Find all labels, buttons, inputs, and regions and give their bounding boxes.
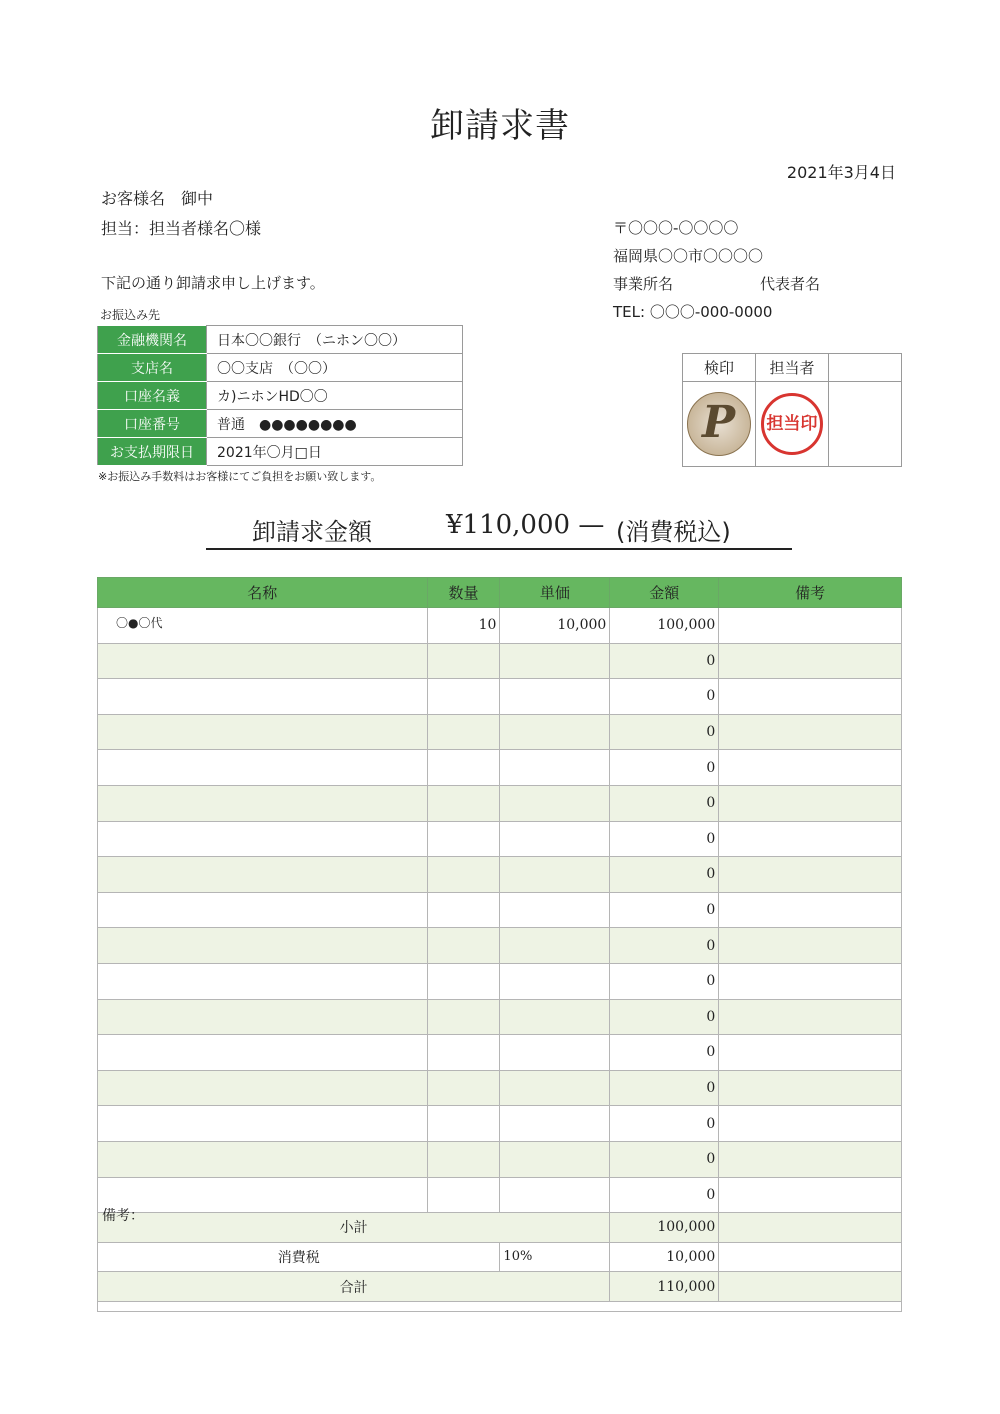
stamp-header-tanto: 担当者 xyxy=(756,354,829,382)
item-price-cell[interactable] xyxy=(500,1035,610,1071)
item-name-cell[interactable] xyxy=(98,714,428,750)
item-note-cell[interactable] xyxy=(719,857,902,893)
item-note-cell[interactable] xyxy=(719,714,902,750)
item-name-cell[interactable] xyxy=(98,1106,428,1142)
stamp-cell-blank xyxy=(829,382,902,467)
table-row xyxy=(98,608,902,644)
bank-row-value: 普通 ●●●●●●●● xyxy=(207,410,463,438)
col-header-name: 名称 xyxy=(98,578,428,608)
item-amount-cell[interactable]: 0 xyxy=(610,750,719,786)
item-note-cell[interactable] xyxy=(719,1106,902,1142)
stamp-cell-tanto xyxy=(756,382,829,467)
bank-row-label: 支店名 xyxy=(98,354,207,382)
table-row xyxy=(98,1106,902,1142)
item-amount-cell[interactable]: 0 xyxy=(610,928,719,964)
bank-row-label: お支払期限日 xyxy=(98,438,207,466)
item-note-cell[interactable] xyxy=(719,608,902,644)
table-row xyxy=(98,999,902,1035)
table-row xyxy=(98,857,902,893)
item-name-cell[interactable] xyxy=(98,1035,428,1071)
bank-row xyxy=(98,354,463,382)
bank-row-value: 2021年〇月□日 xyxy=(207,438,463,466)
tax-rate: 10% xyxy=(500,1242,610,1272)
item-name-cell[interactable] xyxy=(98,785,428,821)
sender-address: 福岡県〇〇市〇〇〇〇 xyxy=(613,247,764,265)
item-note-cell[interactable] xyxy=(719,1035,902,1071)
sender-postal: 〒〇〇〇-〇〇〇〇 xyxy=(613,219,739,237)
bank-row-label: 口座番号 xyxy=(98,410,207,438)
item-name-cell[interactable] xyxy=(98,643,428,679)
item-amount-cell[interactable]: 0 xyxy=(610,857,719,893)
item-note-cell[interactable] xyxy=(719,1141,902,1177)
total-value: 110,000 xyxy=(610,1272,719,1302)
item-price-cell[interactable] xyxy=(500,857,610,893)
item-qty-cell[interactable] xyxy=(427,857,500,893)
amount-label: 卸請求金額 xyxy=(252,518,372,546)
items-table xyxy=(97,577,902,1302)
item-qty-cell[interactable] xyxy=(427,1106,500,1142)
item-amount-cell[interactable]: 0 xyxy=(610,643,719,679)
table-row xyxy=(98,963,902,999)
item-qty-cell[interactable] xyxy=(427,714,500,750)
item-price-cell[interactable] xyxy=(500,1106,610,1142)
bank-row xyxy=(98,410,463,438)
item-name-cell[interactable] xyxy=(98,1070,428,1106)
sample-seal-icon: P xyxy=(687,392,751,456)
item-amount-cell[interactable]: 0 xyxy=(610,963,719,999)
bank-fee-note: ※お振込み手数料はお客様にてご負担をお願い致します。 xyxy=(98,470,382,483)
item-note-cell[interactable] xyxy=(719,1070,902,1106)
item-price-cell[interactable] xyxy=(500,892,610,928)
col-header-qty: 数量 xyxy=(427,578,500,608)
item-qty-cell[interactable] xyxy=(427,928,500,964)
sender-representative: 代表者名 xyxy=(760,275,821,293)
sender-tel: TEL: 〇〇〇-000-0000 xyxy=(613,303,773,321)
stamp-table xyxy=(682,353,902,467)
item-price-cell[interactable] xyxy=(500,714,610,750)
col-header-price: 単価 xyxy=(500,578,610,608)
amount-value: ¥110,000 — xyxy=(446,510,605,540)
bank-row-value: 日本〇〇銀行 （ニホン〇〇） xyxy=(207,326,463,354)
item-qty-cell[interactable]: 10 xyxy=(427,608,500,644)
stamp-header-kenin: 検印 xyxy=(683,354,756,382)
item-price-cell[interactable] xyxy=(500,1141,610,1177)
item-note-cell[interactable] xyxy=(719,750,902,786)
item-amount-cell[interactable]: 0 xyxy=(610,679,719,715)
item-qty-cell[interactable] xyxy=(427,643,500,679)
item-price-cell[interactable] xyxy=(500,785,610,821)
table-row xyxy=(98,643,902,679)
bank-row xyxy=(98,438,463,466)
item-amount-cell[interactable]: 0 xyxy=(610,1035,719,1071)
table-row xyxy=(98,714,902,750)
table-row xyxy=(98,785,902,821)
item-name-cell[interactable] xyxy=(98,857,428,893)
item-name-cell[interactable] xyxy=(98,928,428,964)
table-row xyxy=(98,1141,902,1177)
item-name-cell[interactable] xyxy=(98,1141,428,1177)
item-qty-cell[interactable] xyxy=(427,1035,500,1071)
item-note-cell[interactable] xyxy=(719,821,902,857)
invoice-title: 卸請求書 xyxy=(430,106,570,146)
bank-row-label: 口座名義 xyxy=(98,382,207,410)
item-name-cell[interactable]: 〇●〇代 xyxy=(98,608,428,644)
item-name-cell[interactable] xyxy=(98,821,428,857)
item-qty-cell[interactable] xyxy=(427,1070,500,1106)
item-qty-cell[interactable] xyxy=(427,1141,500,1177)
item-note-cell[interactable] xyxy=(719,999,902,1035)
item-amount-cell[interactable]: 0 xyxy=(610,785,719,821)
item-name-cell[interactable] xyxy=(98,679,428,715)
item-note-cell[interactable] xyxy=(719,785,902,821)
bank-heading: お振込み先 xyxy=(100,308,161,322)
tax-value: 10,000 xyxy=(610,1242,719,1272)
item-amount-cell[interactable]: 0 xyxy=(610,714,719,750)
table-row xyxy=(98,1035,902,1071)
item-name-cell[interactable] xyxy=(98,963,428,999)
col-header-amount: 金額 xyxy=(610,578,719,608)
table-row xyxy=(98,1070,902,1106)
item-amount-cell[interactable]: 100,000 xyxy=(610,608,719,644)
total-amount-banner xyxy=(206,508,792,550)
item-note-cell[interactable] xyxy=(719,679,902,715)
item-amount-cell[interactable]: 0 xyxy=(610,821,719,857)
item-note-cell[interactable] xyxy=(719,892,902,928)
item-qty-cell[interactable] xyxy=(427,963,500,999)
item-qty-cell[interactable] xyxy=(427,750,500,786)
item-qty-cell[interactable] xyxy=(427,821,500,857)
stamp-header-blank xyxy=(829,354,902,382)
subtotal-value: 100,000 xyxy=(610,1213,719,1243)
tanto-seal-icon: 担当印 xyxy=(761,393,823,455)
bank-row-value: カ)ニホンHD〇〇 xyxy=(207,382,463,410)
bank-row-label: 金融機関名 xyxy=(98,326,207,354)
item-price-cell[interactable] xyxy=(500,963,610,999)
item-amount-cell[interactable]: 0 xyxy=(610,892,719,928)
item-price-cell[interactable] xyxy=(500,750,610,786)
table-row xyxy=(98,928,902,964)
item-qty-cell[interactable] xyxy=(427,785,500,821)
bank-row xyxy=(98,326,463,354)
item-price-cell[interactable] xyxy=(500,643,610,679)
item-name-cell[interactable] xyxy=(98,999,428,1035)
table-row xyxy=(98,750,902,786)
item-amount-cell[interactable]: 0 xyxy=(610,1177,719,1213)
customer-name: お客様名 御中 xyxy=(101,189,214,208)
invoice-date: 2021年3月4日 xyxy=(786,163,896,182)
tax-label: 消費税 xyxy=(98,1242,500,1272)
table-row xyxy=(98,821,902,857)
item-name-cell[interactable] xyxy=(98,750,428,786)
customer-contact: 担当：担当者様名〇様 xyxy=(101,219,262,238)
item-note-cell[interactable] xyxy=(719,963,902,999)
subtotal-label: 小計 xyxy=(98,1213,610,1243)
item-name-cell[interactable] xyxy=(98,892,428,928)
bank-info-table xyxy=(97,325,463,466)
item-price-cell[interactable] xyxy=(500,821,610,857)
item-note-cell[interactable] xyxy=(719,643,902,679)
total-label: 合計 xyxy=(98,1272,610,1302)
bank-row-value: 〇〇支店 （〇〇） xyxy=(207,354,463,382)
item-amount-cell[interactable]: 0 xyxy=(610,1070,719,1106)
item-qty-cell[interactable] xyxy=(427,892,500,928)
item-price-cell[interactable] xyxy=(500,1070,610,1106)
remarks-box[interactable] xyxy=(97,1201,902,1312)
item-note-cell[interactable] xyxy=(719,928,902,964)
col-header-note: 備考 xyxy=(719,578,902,608)
table-row xyxy=(98,679,902,715)
item-amount-cell[interactable]: 0 xyxy=(610,999,719,1035)
bank-row xyxy=(98,382,463,410)
table-row xyxy=(98,892,902,928)
item-price-cell[interactable] xyxy=(500,928,610,964)
greeting-text: 下記の通り卸請求申し上げます。 xyxy=(101,274,325,292)
item-amount-cell[interactable]: 0 xyxy=(610,1106,719,1142)
remarks-label: 備考： xyxy=(102,1208,144,1224)
item-price-cell[interactable] xyxy=(500,999,610,1035)
item-qty-cell[interactable] xyxy=(427,999,500,1035)
item-amount-cell[interactable]: 0 xyxy=(610,1141,719,1177)
item-price-cell[interactable]: 10,000 xyxy=(500,608,610,644)
item-price-cell[interactable] xyxy=(500,679,610,715)
item-qty-cell[interactable] xyxy=(427,679,500,715)
sender-office: 事業所名 xyxy=(613,275,674,293)
amount-tax-note: (消費税込) xyxy=(616,518,731,546)
stamp-cell-kenin xyxy=(683,382,756,467)
